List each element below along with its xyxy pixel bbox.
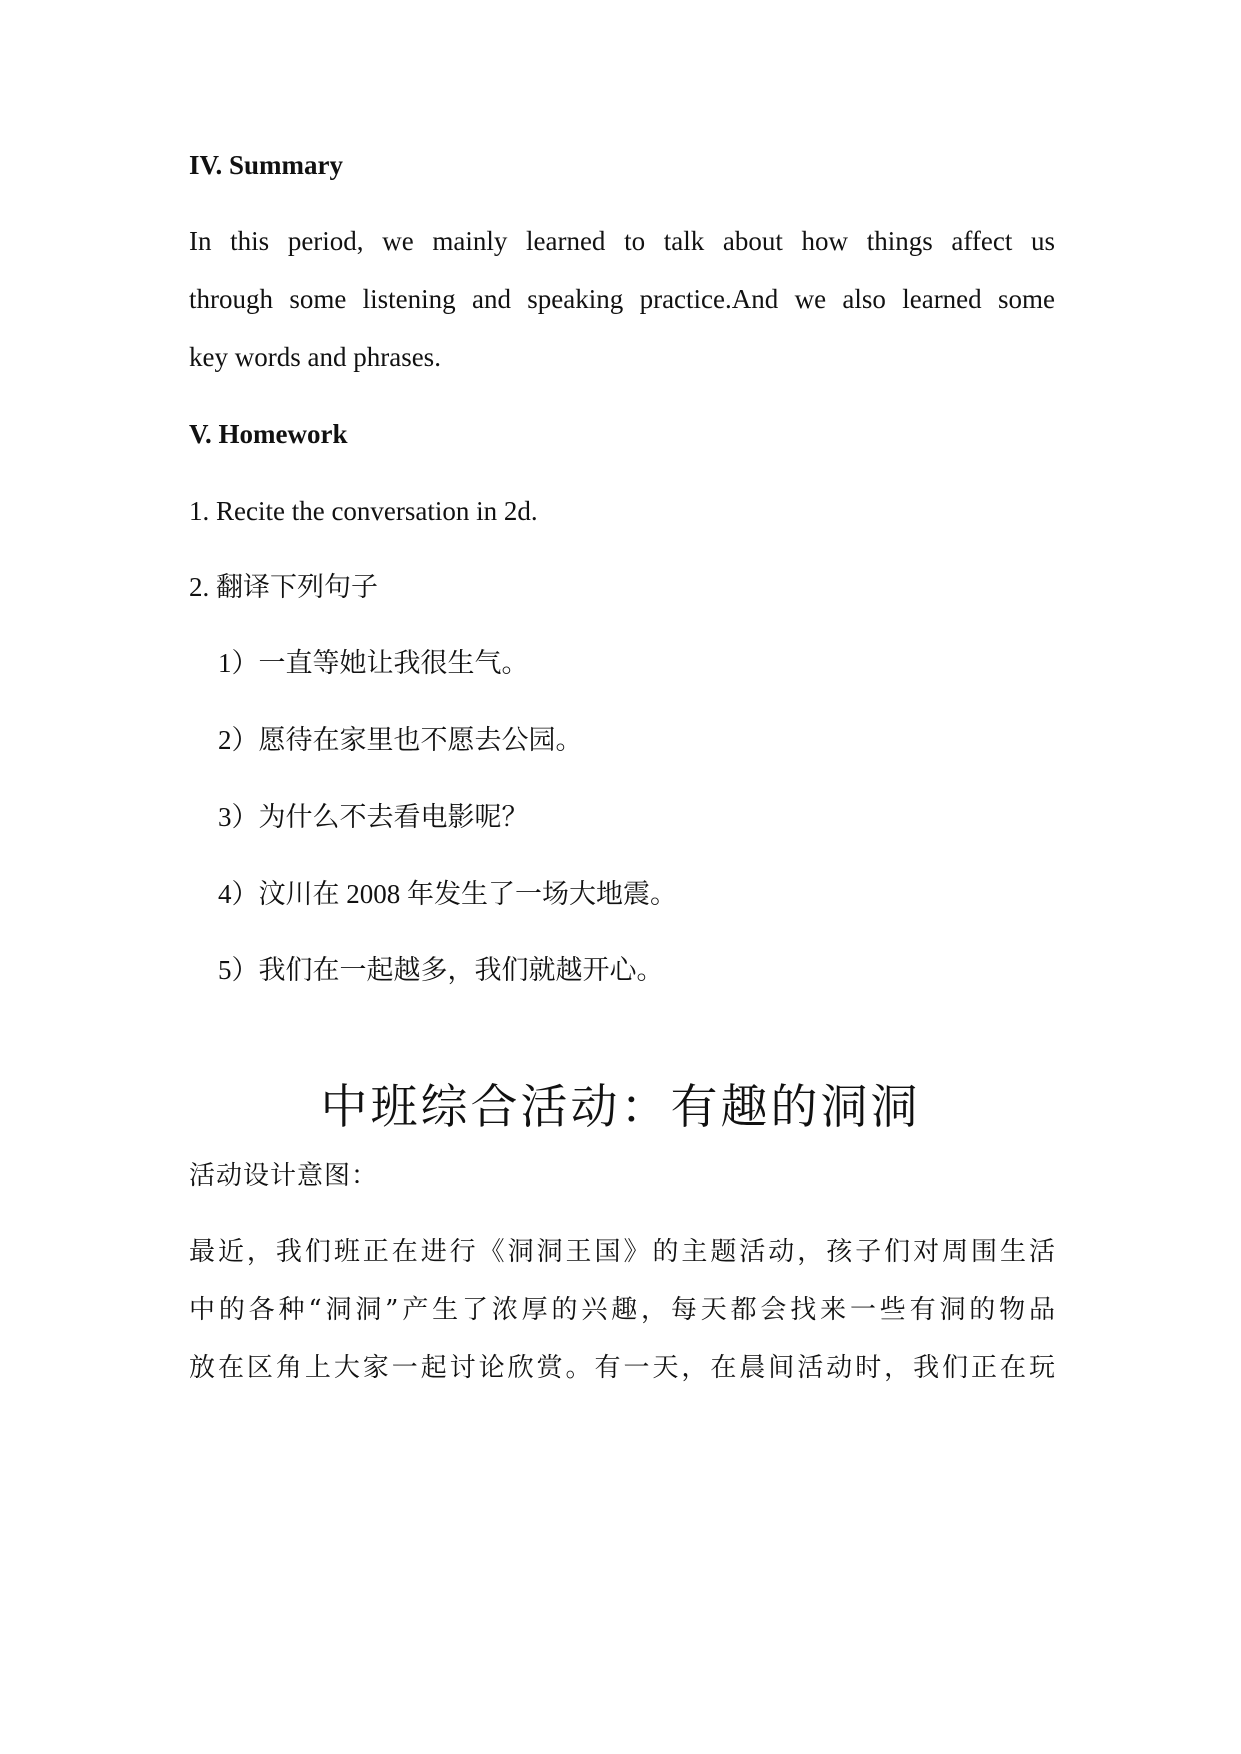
activity-line-1: 最近，我们班正在进行《洞洞王国》的主题活动，孩子们对周围生活 [189, 1237, 1055, 1267]
translation-sentence-1: 1）一直等她让我很生气。 [218, 648, 529, 678]
homework-item-2: 2. 翻译下列句子 [189, 572, 378, 602]
activity-title: 中班综合活动：有趣的洞洞 [320, 1080, 921, 1135]
translation-sentence-5: 5）我们在一起越多，我们就越开心。 [218, 955, 664, 985]
summary-heading: IV. Summary [189, 150, 344, 180]
summary-line-2: through some listening and speaking practice.And we also learned some [189, 284, 1055, 314]
homework-item-1: 1. Recite the conversation in 2d. [189, 496, 538, 526]
activity-line-2: 中的各种“洞洞”产生了浓厚的兴趣，每天都会找来一些有洞的物品 [189, 1295, 1055, 1325]
translation-sentence-2: 2）愿待在家里也不愿去公园。 [218, 725, 583, 755]
activity-line-3: 放在区角上大家一起讨论欣赏。有一天，在晨间活动时，我们正在玩 [189, 1353, 1055, 1383]
homework-heading: V. Homework [189, 419, 348, 449]
translation-sentence-3: 3）为什么不去看电影呢？ [218, 802, 529, 832]
translation-sentence-4: 4）汶川在 2008 年发生了一场大地震。 [218, 879, 677, 909]
summary-line-1: In this period, we mainly learned to talk about how things affect us [189, 226, 1055, 256]
summary-line-3: key words and phrases. [189, 342, 441, 372]
activity-subtitle: 活动设计意图： [189, 1161, 379, 1191]
